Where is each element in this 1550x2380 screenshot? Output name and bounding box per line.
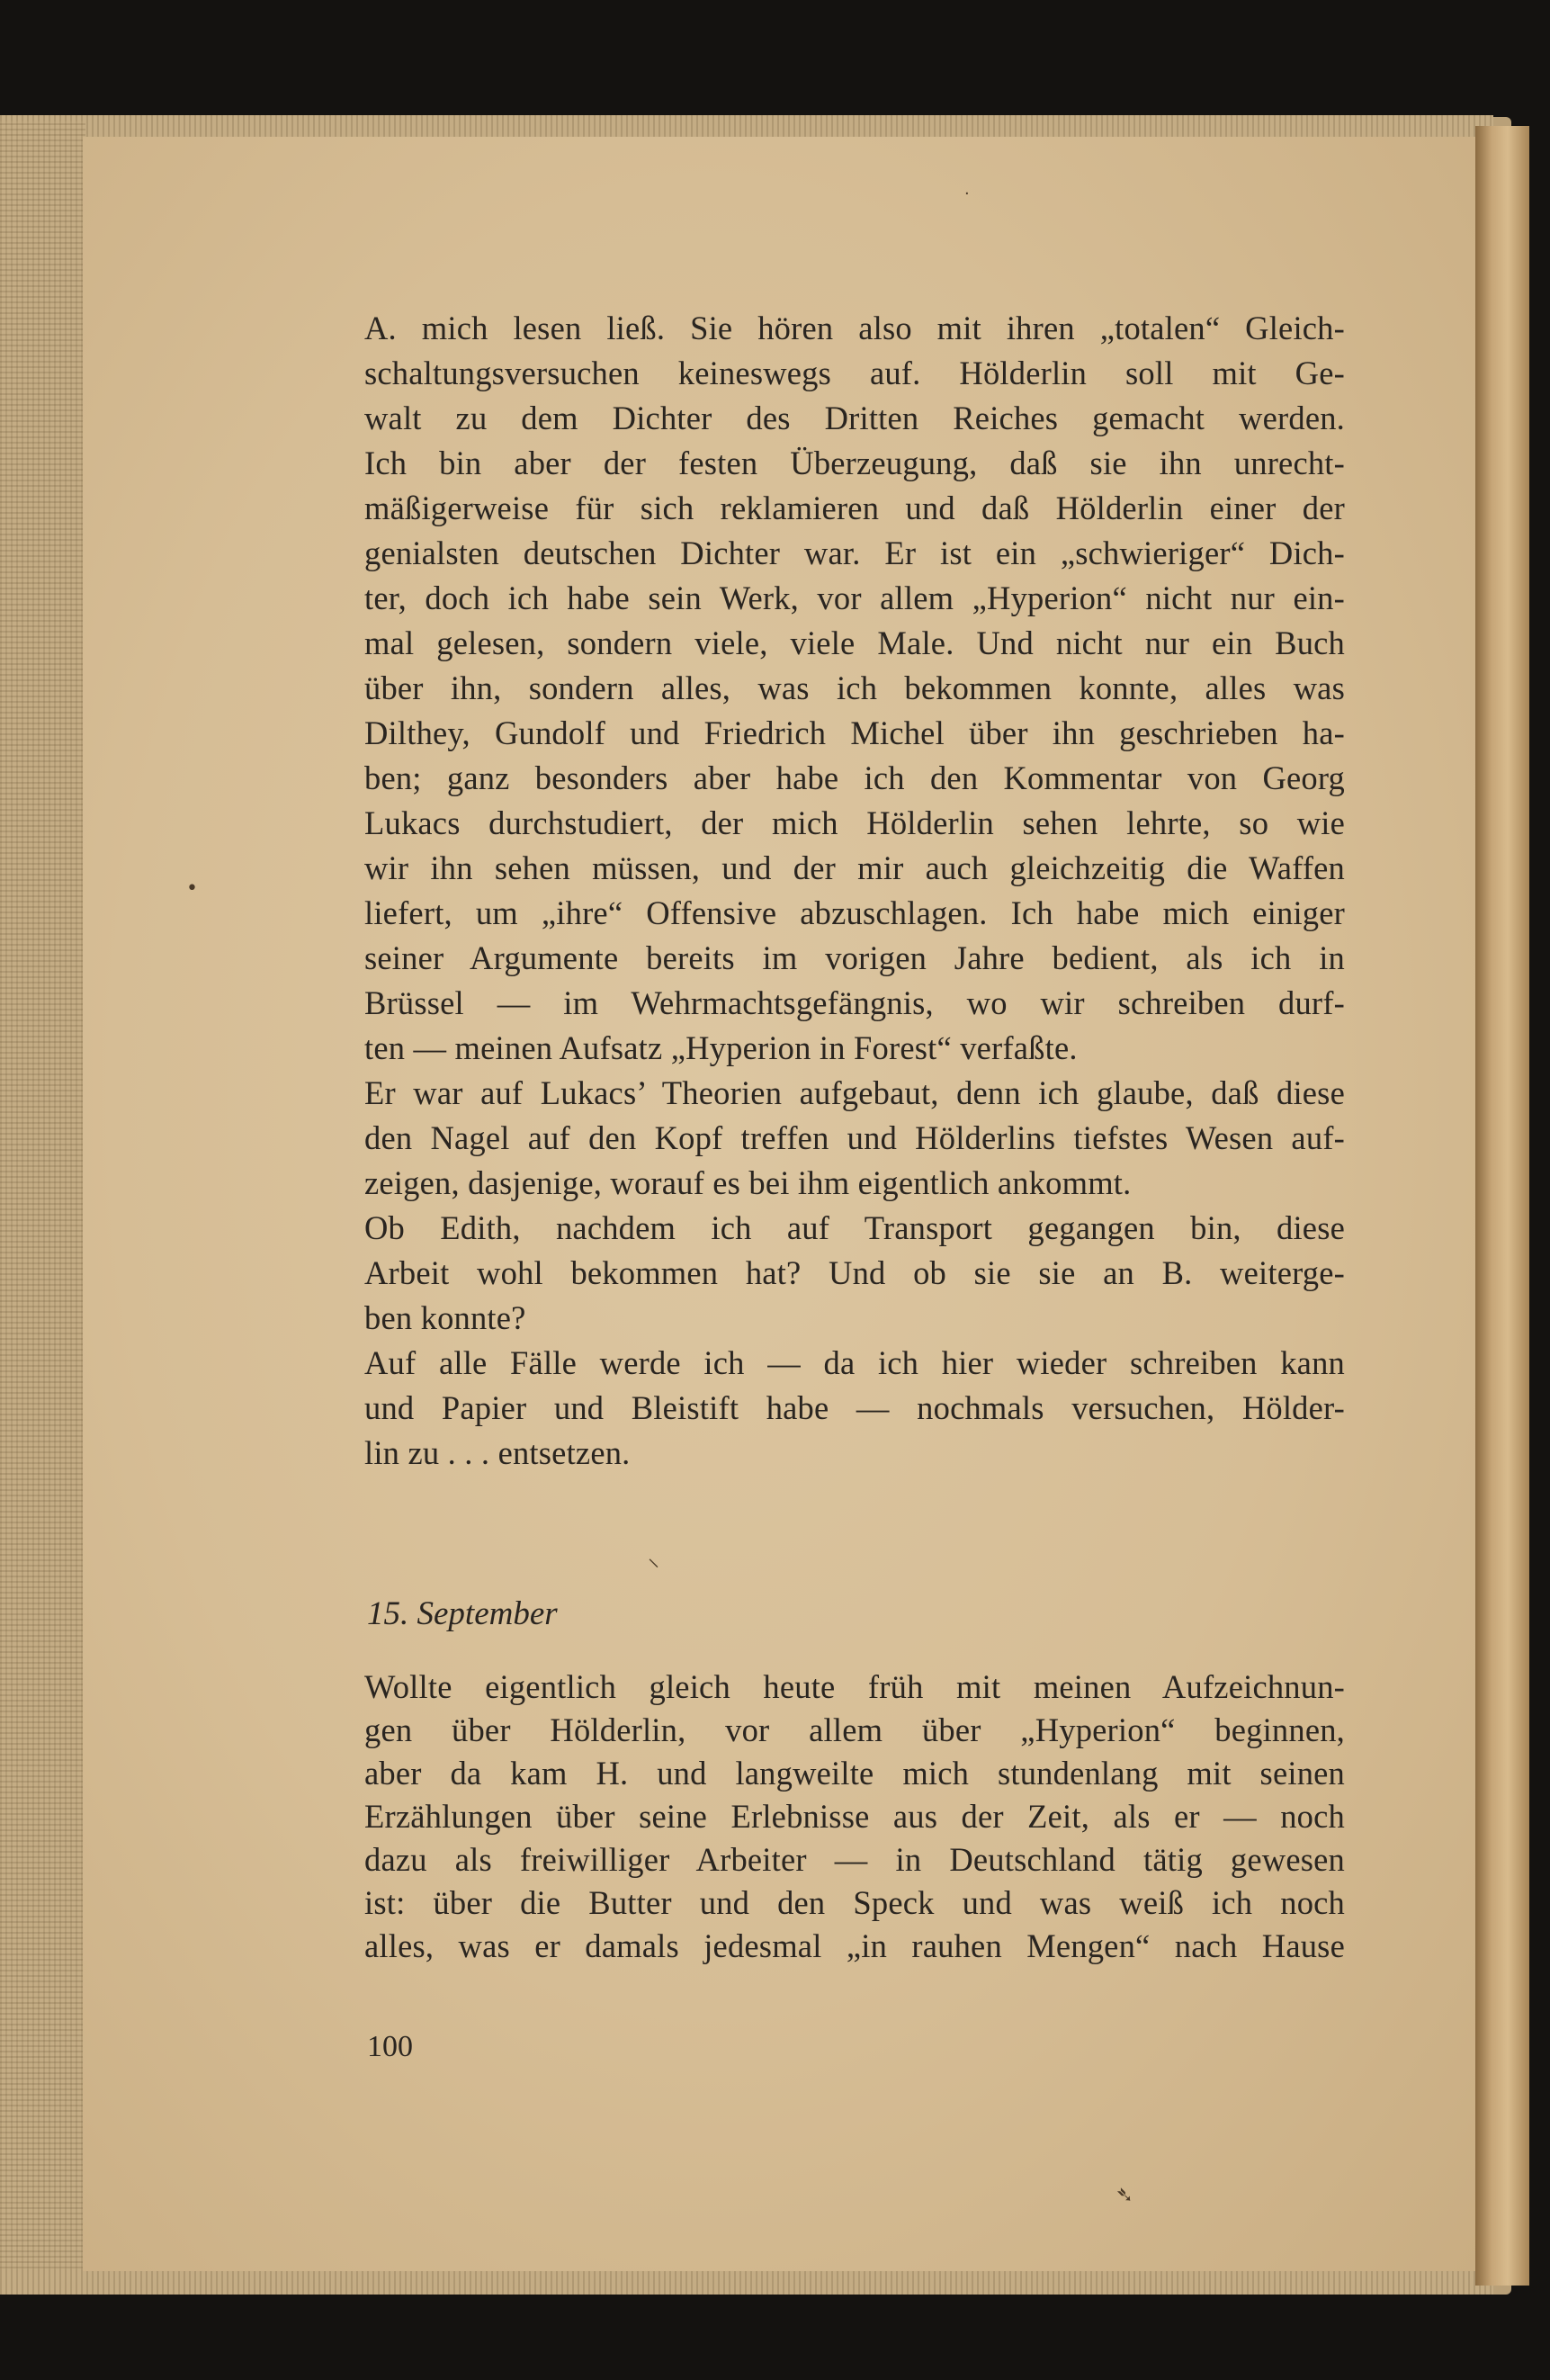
- text-line: den Nagel auf den Kopf treffen und Hölderlins tiefstes Wesen auf-: [364, 1119, 1345, 1156]
- text-line: schaltungsversuchen keineswegs auf. Hölderlin soll mit Ge-: [364, 355, 1345, 391]
- paper-speck-mark: ⸜: [648, 1545, 660, 1572]
- text-line: mäßigerweise für sich reklamieren und daß Hölderlin einer der: [364, 489, 1345, 526]
- text-line: Brüssel — im Wehrmachtsgefängnis, wo wir schreiben durf-: [364, 984, 1345, 1021]
- cloth-binding-bottom: [0, 2269, 1493, 2295]
- text-line: genialsten deutschen Dichter war. Er ist ein „schwieriger“ Dich-: [364, 534, 1345, 571]
- paper-speck-mark: ·: [964, 184, 970, 203]
- text-line: lin zu . . . entsetzen.: [364, 1434, 631, 1471]
- paper-speck-mark: •: [186, 877, 198, 900]
- text-line: Auf alle Fälle werde ich — da ich hier wieder schreiben kann: [364, 1344, 1345, 1381]
- paper-speck-mark: ➴: [1115, 2182, 1134, 2207]
- text-line: Erzählungen über seine Erlebnisse aus der Zeit, als er — noch: [364, 1798, 1345, 1835]
- text-line: Ob Edith, nachdem ich auf Transport gegangen bin, diese: [364, 1209, 1345, 1246]
- text-line: walt zu dem Dichter des Dritten Reiches gemacht werden.: [364, 400, 1345, 436]
- text-line: Ich bin aber der festen Überzeugung, daß sie ihn unrecht-: [364, 445, 1345, 481]
- text-line: ten — meinen Aufsatz „Hyperion in Forest“ verfaßte.: [364, 1029, 1078, 1066]
- text-line: Dilthey, Gundolf und Friedrich Michel über ihn geschrieben ha-: [364, 714, 1345, 751]
- text-line: ist: über die Butter und den Speck und was weiß ich noch: [364, 1884, 1345, 1921]
- text-line: dazu als freiwilliger Arbeiter — in Deutschland tätig gewesen: [364, 1841, 1345, 1878]
- text-line: gen über Hölderlin, vor allem über „Hyperion“ beginnen,: [364, 1711, 1345, 1748]
- text-line: ben; ganz besonders aber habe ich den Kommentar von Georg: [364, 759, 1345, 796]
- text-line: ben konnte?: [364, 1299, 526, 1336]
- text-line: ter, doch ich habe sein Werk, vor allem „Hyperion“ nicht nur ein-: [364, 579, 1345, 616]
- date-heading: 15. September: [367, 1595, 558, 1632]
- cloth-binding-spine: [0, 121, 85, 2290]
- text-line: wir ihn sehen müssen, und der mir auch gleichzeitig die Waffen: [364, 849, 1345, 886]
- text-line: und Papier und Bleistift habe — nochmals versuchen, Hölder-: [364, 1389, 1345, 1426]
- text-line: A. mich lesen ließ. Sie hören also mit ihren „totalen“ Gleich-: [364, 310, 1345, 346]
- page-number: 100: [367, 2030, 413, 2063]
- text-line: mal gelesen, sondern viele, viele Male. Und nicht nur ein Buch: [364, 624, 1345, 661]
- text-line: Arbeit wohl bekommen hat? Und ob sie sie an B. weiterge-: [364, 1254, 1345, 1291]
- text-line: seiner Argumente bereits im vorigen Jahre bedient, als ich in: [364, 939, 1345, 976]
- text-line: liefert, um „ihre“ Offensive abzuschlagen. Ich habe mich einiger: [364, 894, 1345, 931]
- text-line: alles, was er damals jedesmal „in rauhen Mengen“ nach Hause: [364, 1927, 1345, 1964]
- page-stack-edge: [1475, 126, 1529, 2286]
- text-line: zeigen, dasjenige, worauf es bei ihm eigentlich ankommt.: [364, 1164, 1132, 1201]
- text-line: Er war auf Lukacs’ Theorien aufgebaut, denn ich glaube, daß diese: [364, 1074, 1345, 1111]
- text-line: Wollte eigentlich gleich heute früh mit meinen Aufzeichnun-: [364, 1668, 1345, 1705]
- text-line: Lukacs durchstudiert, der mich Hölderlin sehen lehrte, so wie: [364, 804, 1345, 841]
- text-line: aber da kam H. und langweilte mich stundenlang mit seinen: [364, 1755, 1345, 1792]
- text-line: über ihn, sondern alles, was ich bekommen konnte, alles was: [364, 669, 1345, 706]
